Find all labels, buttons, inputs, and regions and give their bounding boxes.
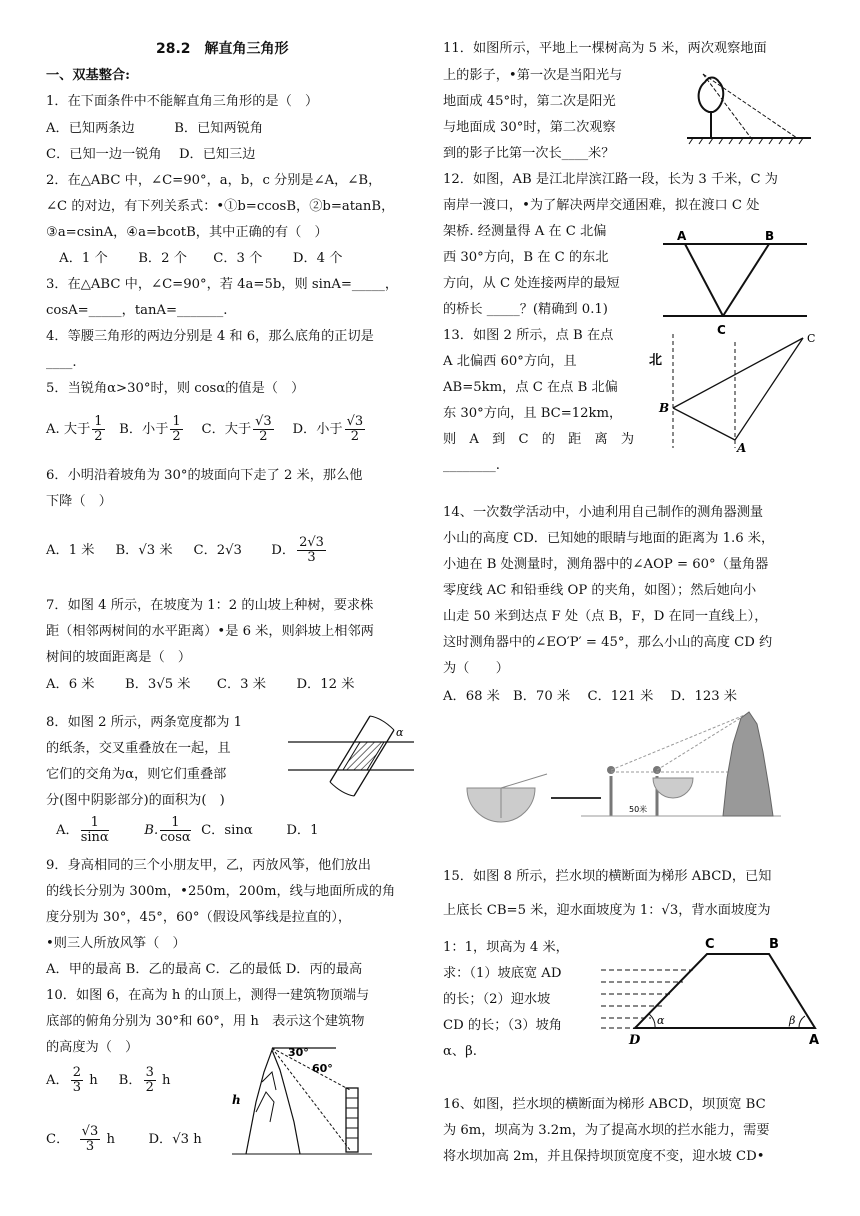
- q8-option-a: A．: [56, 823, 79, 838]
- alpha-label: α: [396, 726, 404, 739]
- q11-stem-4: 与地面成 30°时，第二次观察: [443, 120, 616, 135]
- q6-frac-d: [297, 536, 326, 565]
- point-d-label: D: [629, 1033, 641, 1046]
- q8-option-d: D．1: [286, 823, 319, 838]
- q15-stem-1: 15．如图 8 所示，拦水坝的横断面为梯形 ABCD，已知: [443, 869, 772, 884]
- frac-denominator: 2: [350, 429, 360, 444]
- q5-option-b: B．小于: [119, 422, 169, 437]
- q14-stem-1: 14、一次数学活动中，小迪利用自己制作的测角器测量: [443, 505, 764, 520]
- q11-stem-5: 到的影子比第一次长____米？: [443, 146, 615, 161]
- angle-60-label: 60°: [312, 1062, 333, 1075]
- q15-stem-7: α、β.: [443, 1044, 477, 1059]
- q10-options-cd: [46, 1122, 202, 1158]
- section-heading: 一、双基整合:: [46, 68, 130, 83]
- frac-numerator: 2√3: [299, 535, 324, 550]
- q8-stem-4: 分(图中阴影部分)的面积为( ): [46, 793, 225, 808]
- distance-50m-label: 50米: [629, 805, 648, 814]
- point-c-label: C: [807, 332, 816, 345]
- frac-numerator: 1: [94, 414, 103, 429]
- q1-options-ab: A．已知两条边 B．已知两锐角: [46, 121, 264, 136]
- q1-options-cd: C．已知一边一锐角 D．已知三边: [46, 147, 256, 162]
- left-column: [46, 0, 418, 1216]
- q7-stem-3: 树间的坡面距离是（ ）: [46, 650, 192, 665]
- frac-denominator: cosα: [160, 830, 191, 845]
- frac-numerator: 3: [145, 1065, 154, 1080]
- q10-option-c: C．: [46, 1132, 70, 1147]
- q16-stem-1: 16、如图，拦水坝的横断面为梯形 ABCD，坝顶宽 BC: [443, 1097, 766, 1112]
- q1-stem: 1．在下面条件中不能解直角三角形的是（ ）: [46, 94, 319, 109]
- q7-options: A．6 米 B．3√5 米 C．3 米 D．12 米: [46, 677, 355, 692]
- q10-frac-b: [144, 1066, 156, 1095]
- q10-option-a: A．: [46, 1073, 69, 1088]
- q11-stem-2: 上的影子，•第一次是当阳光与: [443, 68, 623, 83]
- q13-bearing-figure: [649, 328, 819, 454]
- q10-unit-c: h: [106, 1132, 115, 1147]
- q15-stem-4: 求：（1）坡底宽 AD: [443, 966, 562, 981]
- right-column: [443, 0, 819, 1216]
- point-a-label: A: [677, 229, 687, 243]
- q7-stem-2: 距（相邻两树间的水平距离）•是 6 米，则斜坡上相邻两: [46, 624, 374, 639]
- q9-stem-2: 的线长分别为 300m，•250m，200m，线与地面所成的角: [46, 884, 396, 899]
- frac-numerator: 1: [160, 816, 191, 831]
- q6-options: [46, 533, 328, 569]
- q12-stem-4: 西 30°方向，B 在 C 的东北: [443, 250, 609, 265]
- q6-option-b: B．√3 米: [115, 543, 173, 558]
- q2-stem-3: ③a=csinA，④a=bcotB，其中正确的有（ ）: [46, 225, 328, 240]
- point-b-label: B: [765, 229, 775, 243]
- q8-stem-1: 8．如图 2 所示，两条宽度都为 1: [46, 715, 242, 730]
- angle-30-label: 30°: [288, 1046, 309, 1059]
- q3-stem-1: 3．在△ABC 中，∠C=90°，若 4a=5b，则 sinA=_____，: [46, 277, 399, 292]
- frac-numerator: 1: [81, 816, 109, 831]
- q15-stem-2: 上底长 CB=5 米，迎水面坡度为 1：√3，背水面坡度为: [443, 903, 771, 918]
- q5-stem: 5．当锐角α>30°时，则 cosα的值是（ ）: [46, 381, 305, 396]
- q16-stem-2: 为 6m，坝高为 3.2m，为了提高水坝的拦水能力，需要: [443, 1123, 770, 1138]
- q5-frac-b: [170, 415, 182, 444]
- q5-option-a: A. 大于: [46, 422, 91, 437]
- q13-stem-2: A 北偏西 60°方向，且: [443, 354, 577, 369]
- q14-stem-3: 小迪在 B 处测量时，测角器中的∠AOP = 60°（量角器: [443, 557, 769, 572]
- q2-options: A．1 个 B．2 个 C．3 个 D．4 个: [46, 251, 343, 266]
- q10-mountain-figure: [226, 1042, 376, 1157]
- q10-unit-a: h: [89, 1073, 98, 1088]
- q15-stem-6: CD 的长；（3）坡角: [443, 1018, 562, 1033]
- alpha-label: α: [657, 1014, 665, 1027]
- q8-stem-3: 它们的交角为α，则它们重叠部: [46, 767, 227, 782]
- page-title: 28.2 解直角三角形: [156, 41, 289, 57]
- frac-denominator: sinα: [80, 830, 109, 845]
- north-label: 北: [649, 353, 663, 368]
- q13-stem-6: ________.: [443, 458, 500, 473]
- frac-denominator: 2: [259, 429, 268, 444]
- q11-tree-shadow-figure: [683, 72, 815, 148]
- frac-denominator: 2: [145, 1080, 154, 1095]
- q12-stem-6: 的桥长 _____？(精确到 0.1): [443, 302, 608, 317]
- q13-stem-4: 东 30°方向，且 BC=12km，: [443, 406, 623, 421]
- q2-stem-1: 2．在△ABC 中，∠C=90°，a，b，c 分别是∠A，∠B，: [46, 173, 382, 188]
- frac-numerator: √3: [255, 414, 272, 429]
- point-b-label: B: [769, 937, 779, 952]
- frac-numerator: √3: [346, 414, 364, 429]
- q11-stem-1: 11．如图所示，平地上一棵树高为 5 米，两次观察地面: [443, 41, 767, 56]
- q12-stem-3: 架桥. 经测量得 A 在 C 北偏: [443, 224, 607, 239]
- q5-frac-c: [253, 415, 274, 444]
- q10-stem-1: 10．如图 6，在高为 h 的山顶上，测得一建筑物顶端与: [46, 988, 370, 1003]
- q13-stem-3: AB=5km，点 C 在点 B 北偏: [443, 380, 618, 395]
- q12-stem-2: 南岸一渡口，•为了解决两岸交通困难，拟在渡口 C 处: [443, 198, 760, 213]
- q10-option-b: B．: [118, 1073, 142, 1088]
- q9-stem-3: 度分别为 30°，45°，60°（假设风筝线是拉直的），: [46, 910, 352, 925]
- point-a-label: A: [737, 441, 747, 454]
- q5-option-d: D．小于: [292, 422, 343, 437]
- q7-stem-1: 7．如图 4 所示，在坡度为 1：2 的山坡上种树，要求株: [46, 598, 374, 613]
- q10-unit-b: h: [162, 1073, 171, 1088]
- q14-options: A．68 米 B．70 米 C．121 米 D．123 米: [443, 689, 737, 704]
- q5-frac-d: [345, 415, 366, 444]
- q5-option-c: C．大于: [201, 422, 252, 437]
- q14-mountain-measure-figure: [461, 708, 801, 824]
- q16-stem-3: 将水坝加高 2m，并且保持坝顶宽度不变，迎水坡 CD•: [443, 1149, 765, 1164]
- q14-stem-5: 山走 50 米到达点 F 处（点 B，F，D 在同一直线上），: [443, 609, 768, 624]
- q6-option-c: C．2√3: [193, 543, 242, 558]
- point-a-label: A: [809, 1033, 819, 1046]
- q12-river-figure: [657, 228, 817, 344]
- q12-stem-5: 方向，从 C 处连接两岸的最短: [443, 276, 620, 291]
- q11-stem-3: 地面成 45°时，第二次是阳光: [443, 94, 616, 109]
- q8-option-b: B.: [144, 823, 159, 838]
- q15-stem-3: 1：1，坝高为 4 米，: [443, 940, 569, 955]
- q8-options: [56, 813, 318, 849]
- q8-paper-strips-figure: [284, 712, 418, 800]
- q6-option-a: A．1 米: [46, 543, 95, 558]
- frac-numerator: 2: [72, 1065, 81, 1080]
- q8-stem-2: 的纸条，交叉重叠放在一起，且: [46, 741, 231, 756]
- q10-option-d: D．√3 h: [148, 1132, 202, 1147]
- q10-stem-2: 底部的俯角分别为 30°和 60°，用 h 表示这个建筑物: [46, 1014, 365, 1029]
- q8-option-c: C．sinα: [201, 823, 253, 838]
- q10-stem-3: 的高度为（ ）: [46, 1040, 139, 1055]
- q10-frac-a: [71, 1066, 83, 1095]
- q8-frac-b: [160, 816, 191, 845]
- frac-numerator: √3: [81, 1124, 99, 1139]
- frac-denominator: 3: [307, 550, 316, 565]
- point-c-label: C: [705, 937, 715, 952]
- q4-stem-1: 4．等腰三角形的两边分别是 4 和 6，那么底角的正切是: [46, 329, 374, 344]
- q4-stem-2: ____.: [46, 355, 77, 370]
- q5-frac-a: [92, 415, 104, 444]
- frac-denominator: 3: [72, 1080, 81, 1095]
- q14-stem-2: 小山的高度 CD．已知她的眼睛与地面的距离为 1.6 米，: [443, 531, 775, 546]
- q6-stem-2: 下降（ ）: [46, 494, 112, 509]
- q9-stem-4: •则三人所放风筝（ ）: [46, 936, 186, 951]
- frac-denominator: 2: [94, 429, 103, 444]
- q10-frac-c: [80, 1125, 101, 1154]
- q5-options: [46, 412, 367, 448]
- q9-options: A．甲的最高 B．乙的最高 C．乙的最低 D．丙的最高: [46, 962, 363, 977]
- q12-stem-1: 12．如图，AB 是江北岸滨江路一段，长为 3 千米，C 为: [443, 172, 778, 187]
- q2-stem-2: ∠C 的对边，有下列关系式：•①b=ccosB，②b=atanB，: [46, 199, 395, 214]
- frac-numerator: 1: [172, 414, 181, 429]
- frac-denominator: 2: [172, 429, 181, 444]
- height-h-label: h: [232, 1093, 241, 1107]
- point-b-label: B: [659, 401, 670, 415]
- q10-options-ab: [46, 1063, 171, 1099]
- q9-stem-1: 9．身高相同的三个小朋友甲，乙，丙放风筝，他们放出: [46, 858, 371, 873]
- q13-stem-5: 则 A 到 C 的 距 离 为: [443, 432, 635, 447]
- frac-denominator: 3: [85, 1139, 95, 1154]
- q13-stem-1: 13．如图 2 所示，点 B 在点: [443, 328, 614, 343]
- q6-option-d: D．: [271, 543, 296, 558]
- q15-stem-5: 的长；（2）迎水坡: [443, 992, 551, 1007]
- q14-stem-7: 为（ ）: [443, 661, 509, 676]
- q15-dam-figure: [593, 934, 819, 1046]
- point-c-label: C: [717, 323, 726, 337]
- q3-stem-2: cosA=_____，tanA=_______.: [46, 303, 228, 318]
- q8-frac-a: [81, 816, 109, 845]
- q6-stem-1: 6．小明沿着坡角为 30°的坡面向下走了 2 米，那么他: [46, 468, 363, 483]
- q14-stem-6: 这时测角器中的∠EO′P′ = 45°，那么小山的高度 CD 约: [443, 635, 773, 650]
- q14-stem-4: 零度线 AC 和铅垂线 OP 的夹角，如图）；然后她向小: [443, 583, 757, 598]
- beta-label: β: [789, 1014, 796, 1027]
